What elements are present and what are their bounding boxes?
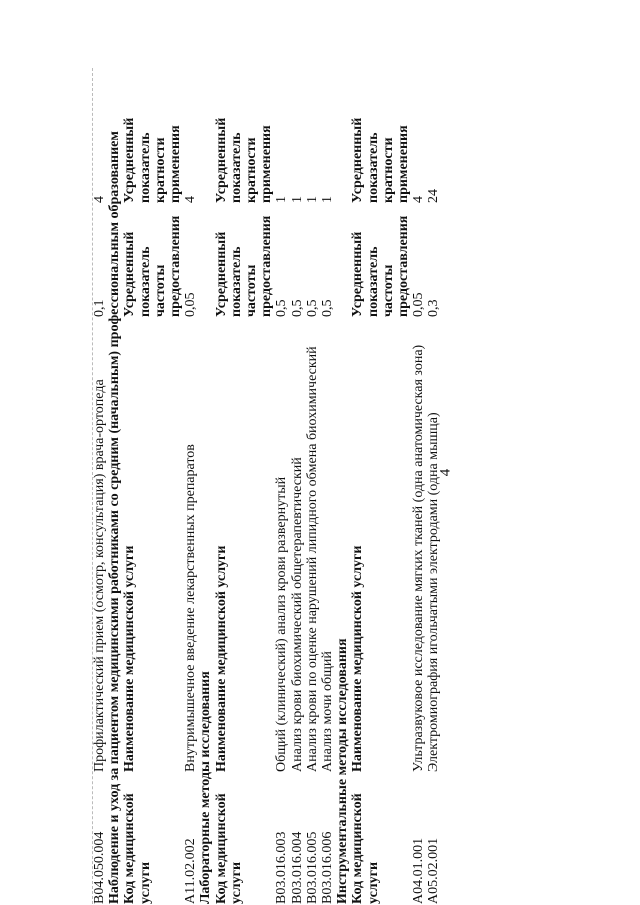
table-row — [305, 68, 320, 904]
header-code: Код медицинской услуги — [122, 793, 153, 904]
table-row — [320, 68, 335, 904]
service-name: Внутримышечное введение лекарственных препаратов — [183, 444, 199, 772]
frequency-value: 0,5 — [320, 299, 336, 317]
header-frequency: Усредненный показатель частоты предоставления — [122, 215, 184, 317]
page-number: 4 — [437, 468, 454, 477]
header-name: Наименование медицинской услуги — [213, 545, 229, 772]
header-multiplicity: Усредненный показатель кратности применения — [213, 117, 275, 203]
table-header — [214, 68, 275, 904]
service-name: Общий (клинический) анализ крови развернутый — [274, 476, 290, 772]
table-header — [350, 68, 411, 904]
multiplicity-value: 1 — [289, 196, 305, 203]
frequency-value: 0,5 — [274, 299, 290, 317]
frequency-value: 0,5 — [304, 299, 320, 317]
multiplicity-value: 4 — [411, 196, 427, 203]
frequency-value: 0,05 — [411, 292, 427, 317]
table-row — [183, 68, 198, 904]
multiplicity-value: 1 — [274, 196, 290, 203]
multiplicity-value: 1 — [304, 196, 320, 203]
frequency-value: 0,05 — [183, 292, 199, 317]
service-name: Анализ крови по оценке нарушений липидного обмена биохимический — [304, 346, 320, 772]
header-frequency: Усредненный показатель частоты предоставления — [213, 215, 275, 317]
multiplicity-value: 24 — [426, 189, 442, 203]
multiplicity-value: 1 — [320, 196, 336, 203]
section-title: Инструментальные методы исследования — [335, 638, 351, 904]
service-code: B03.016.004 — [289, 831, 305, 904]
service-name: Профилактический прием (осмотр, консультация) врача-ортопеда — [92, 379, 107, 772]
service-name: Электромиография игольчатыми электродами (одна мышца) — [426, 412, 442, 772]
header-multiplicity: Усредненный показатель кратности применения — [122, 117, 184, 203]
header-code: Код медицинской услуги — [350, 793, 381, 904]
service-code: A05.02.001 — [426, 837, 442, 904]
frequency-value: 0,1 — [92, 299, 107, 317]
section-title: Наблюдение и уход за пациентом медицинскими работниками со средним (начальным) профессиональным образованием — [107, 131, 123, 904]
service-code: A04.01.001 — [411, 837, 427, 904]
header-multiplicity: Усредненный показатель кратности применения — [350, 117, 412, 203]
multiplicity-value: 4 — [183, 196, 199, 203]
service-name: Анализ крови биохимический общетерапевтический — [289, 457, 305, 772]
frequency-value: 0,5 — [289, 299, 305, 317]
header-code: Код медицинской услуги — [213, 793, 244, 904]
header-frequency: Усредненный показатель частоты предоставления — [350, 215, 412, 317]
service-code: B03.016.003 — [274, 831, 290, 904]
table-row — [290, 68, 305, 904]
service-name: Анализ мочи общий — [320, 651, 336, 772]
section-title: Лабораторные методы исследования — [198, 671, 214, 904]
table-header — [122, 68, 183, 904]
rotated-document-body — [92, 68, 562, 904]
header-name: Наименование медицинской услуги — [122, 545, 138, 772]
service-code: B04.050.004 — [92, 831, 107, 904]
service-name: Ультразвуковое исследование мягких тканей (одна анатомическая зона) — [411, 344, 427, 772]
top-dashed-rule — [92, 68, 93, 904]
table-row — [92, 68, 107, 904]
table-row — [426, 68, 441, 904]
frequency-value: 0,3 — [426, 299, 442, 317]
table-row — [274, 68, 289, 904]
service-code: B03.016.006 — [320, 831, 336, 904]
service-code: A11.02.002 — [183, 838, 199, 904]
service-code: B03.016.005 — [304, 831, 320, 904]
header-name: Наименование медицинской услуги — [350, 545, 366, 772]
table-row — [411, 68, 426, 904]
multiplicity-value: 4 — [92, 196, 107, 203]
